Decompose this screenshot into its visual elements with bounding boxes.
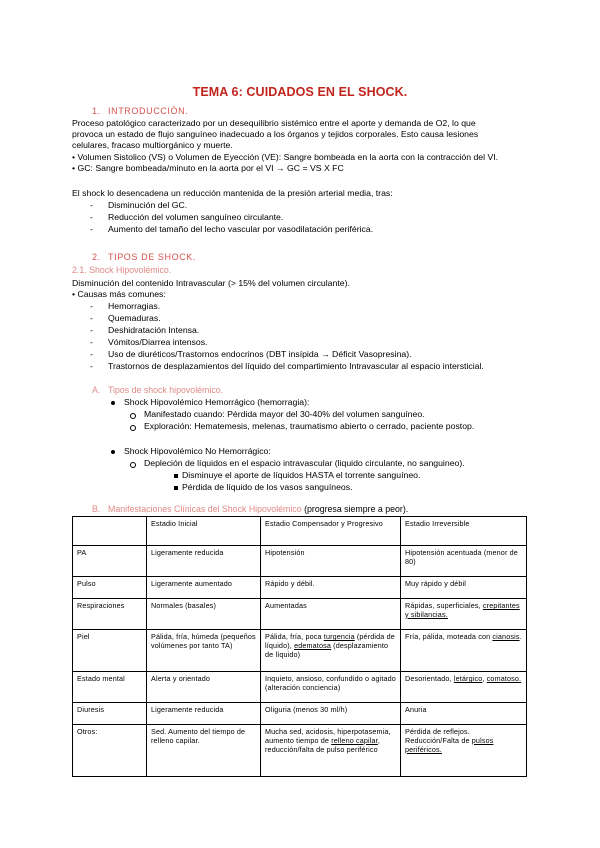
hemorrhagic-item-1: Manifestado cuando: Pérdida mayor del 30-40% del volumen sanguíneo. bbox=[144, 409, 425, 419]
page-title: TEMA 6: CUIDADOS EN EL SHOCK. bbox=[192, 85, 408, 99]
manifest-heading: Manifestaciones Clínicas del Shock Hipovolémico bbox=[108, 504, 302, 514]
text-fragment: Rápidas, superficiales, bbox=[405, 601, 483, 610]
non-hemorrhagic-label: Shock Hipovolémico No Hemorrágico: bbox=[124, 446, 271, 456]
dash-marker: - bbox=[90, 337, 93, 347]
text-fragment: Pérdida de reflejos. Reducción/Falta de bbox=[405, 727, 472, 745]
manifest-note: (progresa siempre a peor). bbox=[304, 504, 409, 514]
table-row-label: Pulso bbox=[73, 577, 147, 599]
shock-cause-2: Reducción del volumen sanguíneo circulante. bbox=[108, 212, 284, 222]
bullet-circle bbox=[130, 462, 136, 468]
shock-cause-3: Aumento del tamaño del lecho vascular por vasodilatación periférica. bbox=[108, 224, 374, 234]
table-header-cell: Estadio Irreversible bbox=[401, 517, 527, 546]
dash-marker: - bbox=[90, 325, 93, 335]
table-row bbox=[73, 672, 527, 703]
cause-item-5: Uso de diuréticos/Trastornos endocrinos (DBT insípida → Déficit Vasopresina). bbox=[108, 349, 412, 359]
dash-marker: - bbox=[90, 212, 93, 222]
table-cell: Aumentadas bbox=[261, 599, 401, 630]
table-cell bbox=[261, 725, 401, 777]
section-1-heading: INTRODUCCIÓN. bbox=[108, 106, 189, 116]
text-fragment: (pérdida de líquido), bbox=[265, 632, 395, 650]
table-header-row bbox=[73, 517, 527, 546]
dash-marker: - bbox=[90, 361, 93, 371]
shock-cause-1: Disminución del GC. bbox=[108, 200, 188, 210]
underlined-text: comatoso. bbox=[486, 674, 522, 683]
table-header-cell bbox=[73, 517, 147, 546]
intro-paragraph-line-1: Proceso patológico caracterizado por un desequilibrio sistémico entre el aporte y demanda de O2, lo que bbox=[72, 118, 476, 128]
dash-marker: - bbox=[90, 200, 93, 210]
text-fragment: Fría, pálida, moteada con bbox=[405, 632, 493, 641]
subsection-2-1-heading: 2.1. Shock Hipovolémico. bbox=[72, 265, 172, 275]
table-cell: Rápido y débil. bbox=[261, 577, 401, 599]
text-fragment: . bbox=[519, 632, 522, 641]
non-hemorrhagic-subitem-2: Pérdida de líquido de los vasos sanguíneos. bbox=[182, 482, 353, 492]
table-header-cell: Estadio Inicial bbox=[147, 517, 261, 546]
cause-item-3: Deshidratación Intensa. bbox=[108, 325, 200, 335]
table-cell bbox=[401, 725, 527, 777]
types-heading: Tipos de shock hipovolémico. bbox=[108, 385, 224, 395]
table-cell: Oliguria (menos 30 ml/h) bbox=[261, 703, 401, 725]
table-cell bbox=[401, 630, 527, 672]
table-cell: Normales (basales) bbox=[147, 599, 261, 630]
table-cell: Alerta y orientado bbox=[147, 672, 261, 703]
table-row bbox=[73, 630, 527, 672]
table-cell bbox=[401, 599, 527, 630]
bullet-circle bbox=[130, 425, 136, 431]
bullet-square bbox=[174, 474, 178, 478]
table-cell: Muy rápido y débil bbox=[401, 577, 527, 599]
table-row bbox=[73, 599, 527, 630]
table-cell: Hipotensión bbox=[261, 546, 401, 577]
table-header-cell: Estadio Compensador y Progresivo bbox=[261, 517, 401, 546]
table-row-label: Respiraciones bbox=[73, 599, 147, 630]
table-cell: Ligeramente reducida bbox=[147, 546, 261, 577]
underlined-text: cianosis bbox=[492, 632, 520, 641]
bullet-dot bbox=[111, 401, 115, 405]
table-row bbox=[73, 546, 527, 577]
text-fragment: Mucha sed, acidosis, hiperpotasemia, aumento tiempo de bbox=[265, 727, 391, 745]
dash-marker: - bbox=[90, 313, 93, 323]
cause-item-1: Hemorragias. bbox=[108, 301, 161, 311]
text-fragment: (desplazamiento de líquido) bbox=[265, 640, 389, 659]
hemorrhagic-item-2: Exploración: Hematemesis, melenas, traumatismo abierto o cerrado, paciente postop. bbox=[144, 421, 475, 431]
text-fragment: , bbox=[482, 674, 487, 683]
cause-item-6: Trastornos de desplazamientos del líquido del compartimiento Intravascular al espacio intersticial. bbox=[108, 361, 484, 371]
table-cell: Inquieto, ansioso, confundido o agitado (alteración conciencia) bbox=[261, 672, 401, 703]
table-cell bbox=[401, 672, 527, 703]
types-letter: A. bbox=[92, 385, 101, 395]
table-row bbox=[73, 725, 527, 777]
table-row bbox=[73, 577, 527, 599]
table-cell: Hipotensión acentuada (menor de 80) bbox=[401, 546, 527, 577]
bullet-circle bbox=[130, 413, 136, 419]
hemorrhagic-label: Shock Hipovolémico Hemorrágico (hemorragia): bbox=[124, 397, 310, 407]
underlined-text: turgencia bbox=[323, 632, 355, 641]
table-cell: Sed. Aumento del tiempo de relleno capilar. bbox=[147, 725, 261, 777]
table-row-label: Diuresis bbox=[73, 703, 147, 725]
underlined-text: edematosa bbox=[294, 640, 331, 650]
table-cell: Anuria bbox=[401, 703, 527, 725]
table-row bbox=[73, 703, 527, 725]
text-fragment: Pálida, fría, poca bbox=[265, 632, 324, 641]
non-hemorrhagic-item: Depleción de líquidos en el espacio intravascular (liquido circulante, no sanguineo). bbox=[144, 458, 465, 468]
underlined-text: letárgico bbox=[453, 674, 483, 683]
clinical-manifestations-table bbox=[72, 516, 527, 777]
table-row-label: PA bbox=[73, 546, 147, 577]
table-cell bbox=[261, 630, 401, 672]
bullet-square bbox=[174, 486, 178, 490]
text-fragment: Desorientado, bbox=[405, 674, 454, 683]
manifest-letter: B. bbox=[92, 504, 101, 514]
non-hemorrhagic-subitem-1: Disminuye el aporte de líquidos HASTA el torrente sanguíneo. bbox=[182, 470, 421, 480]
table-cell: Ligeramente reducida bbox=[147, 703, 261, 725]
intro-bullet-gc: • GC: Sangre bombeada/minuto en la aorta por el VI → GC = VS X FC bbox=[72, 163, 344, 173]
dash-marker: - bbox=[90, 224, 93, 234]
intro-paragraph-line-2: provoca un estado de flujo sanguíneo inadecuado a los órganos y tejidos corporales. Esto causa lesiones bbox=[72, 129, 479, 139]
dash-marker: - bbox=[90, 349, 93, 359]
cause-item-4: Vómitos/Diarrea intensos. bbox=[108, 337, 208, 347]
shock-intro-text: El shock lo desencadena un reducción mantenida de la presión arterial media, tras: bbox=[72, 188, 393, 198]
table-cell: Pálida, fría, húmeda (pequeños volúmenes por tanto TA) bbox=[147, 630, 261, 672]
manifest-heading-line bbox=[108, 504, 408, 514]
hypovolemic-definition: Disminución del contenido Intravascular (> 15% del volumen circulante). bbox=[72, 278, 350, 288]
underlined-text: pulsos periféricos. bbox=[405, 735, 494, 754]
table-row-label: Otros: bbox=[73, 725, 147, 777]
table-cell: Ligeramente aumentado bbox=[147, 577, 261, 599]
section-2-number: 2. bbox=[92, 252, 101, 262]
cause-item-2: Quemaduras. bbox=[108, 313, 161, 323]
text-fragment: , reducción/falta de pulso periférico bbox=[265, 735, 380, 754]
intro-bullet-vs: • Volumen Sistolico (VS) o Volumen de Eyección (VE): Sangre bombeada en la aorta con la contracción del VI. bbox=[72, 152, 499, 162]
underlined-text: relleno capilar bbox=[331, 735, 378, 745]
causes-label: • Causas más comunes: bbox=[72, 289, 166, 299]
table-row-label: Estado mental bbox=[73, 672, 147, 703]
dash-marker: - bbox=[90, 301, 93, 311]
intro-paragraph-line-3: celulares, fracaso multiorgánico y muerte. bbox=[72, 140, 233, 150]
section-2-heading: TIPOS DE SHOCK. bbox=[108, 252, 197, 262]
section-1-number: 1. bbox=[92, 106, 101, 116]
underlined-text: crepitantes y sibilancias. bbox=[405, 601, 520, 619]
bullet-dot bbox=[111, 450, 115, 454]
table-row-label: Piel bbox=[73, 630, 147, 672]
